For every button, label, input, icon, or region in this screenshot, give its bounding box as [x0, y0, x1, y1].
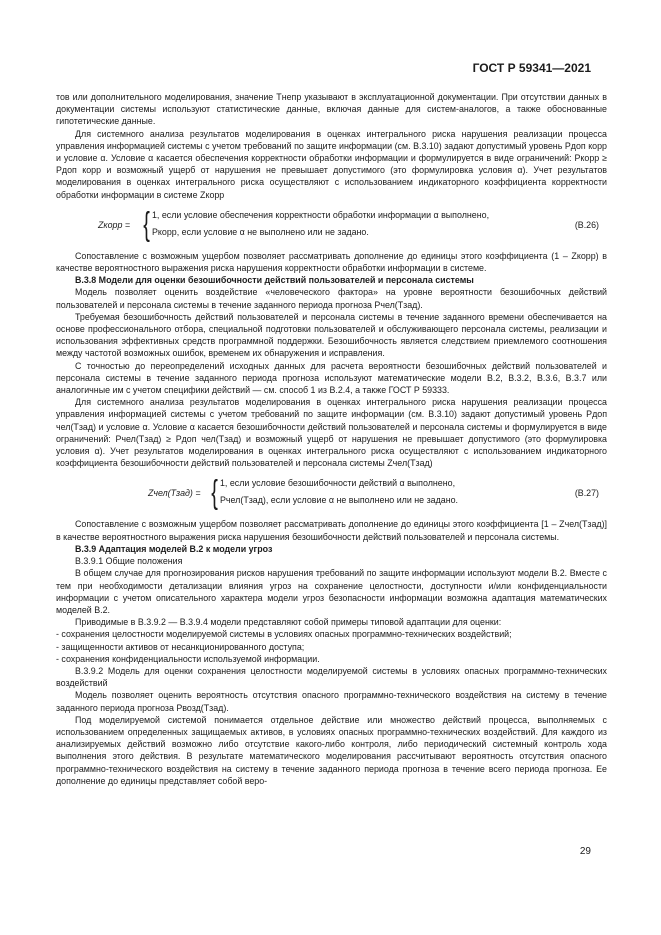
- equation-case: Pкорр, если условие α не выполнено или не задано.: [152, 226, 369, 237]
- paragraph: тов или дополнительного моделирования, значение Tнепр указывают в эксплуатационной документации. При отсутствии данных в документации системы используют статистические данные, включая данные для систем-аналогов, а также обоснованные гипотетические данные.: [56, 92, 607, 127]
- paragraph: Требуемая безошибочность действий пользователей и персонала системы в течение заданного времени обеспечивается на основе профессионального отбора, специальной подготовки пользователей и обслуживающего персонала системы, реализации и использования эффективных средств программной поддержки. Безошибочность является следствием приемлемого соотношения между частотой возможных ошибок, временем их обнаружения и исправления.: [56, 311, 607, 359]
- equation-case: Pчел(Tзад), если условие α не выполнено или не задано.: [220, 495, 458, 506]
- paragraph: С точностью до переопределений исходных данных для расчета вероятности безошибочных действий пользователей и персонала системы в течение заданного периода прогноза используют математические модели В.2, В.3.2, В.3.6, В.3.7 или аналогичные им с учетом специфики действий — см. способ 1 из В.2.4, а также ГОСТ Р 59333.: [56, 360, 607, 396]
- paragraph: Сопоставление с возможным ущербом позволяет рассматривать дополнение до единицы этого коэффициента [1 – Zчел(Tзад)] в качестве вероятностного выражения риска нарушения безошибочности действий пользователей и персонала системы.: [56, 519, 607, 542]
- paragraph: Для системного анализа результатов моделирования в оценках интегрального риска нарушения реализации процесса управления информацией системы с учетом требований по защите информации (см. В.3.10) задают допустимый уровень Pдоп чел(Tзад) и условие α. Условие α касается безошибочности действий пользователей и персонала системы и формулируется в виде ограничений: Pчел(Tзад) ≥ Pдоп чел(Tзад) и возможный ущерб от нарушения не превышает допустимого (это формулировка условия α). Учет результатов моделирования в оценках интегрального риска осуществляют с использованием индикаторного коэффициента безошибочности действий пользователей и персонала системы Zчел(Tзад): [56, 397, 607, 469]
- paragraph: Для системного анализа результатов моделирования в оценках интегрального риска нарушения реализации процесса управления информацией системы с учетом требований по защите информации (см. В.3.10) задают допустимый уровень Pдоп корр и условие α. Условие α касается обеспечения корректности обработки информации и формулируется в виде ограничений: Pкорр ≥ Pдоп корр и возможный ущерб от нарушения не превышает допустимого (это формулировка условия α). Учет результатов моделирования в оценках интегрального риска осуществляют с использованием индикаторного коэффициента корректности обработки информации в системе Zкорр: [56, 128, 607, 200]
- subsection-heading: В.3.9.2 Модель для оценки сохранения целостности моделируемой системы в условиях опасных программно-технических воздействий: [56, 665, 607, 689]
- brace-icon: {: [211, 473, 218, 511]
- equation-lhs: Zкорр =: [98, 219, 131, 230]
- section-heading: В.3.9 Адаптация моделей В.2 к модели угроз: [75, 543, 273, 554]
- list-item: - защищенности активов от несанкционированного доступа;: [56, 641, 305, 652]
- equation-number: (В.26): [574, 219, 599, 230]
- list-item: - сохранения конфиденциальности используемой информации.: [56, 653, 320, 664]
- section-heading: В.3.8 Модели для оценки безошибочности действий пользователей и персонала системы: [75, 275, 474, 286]
- equation-case: 1, если условие обеспечения корректности обработки информации α выполнено,: [152, 209, 490, 220]
- equation-lhs: Zчел(Tзад) =: [148, 488, 201, 499]
- brace-icon: {: [143, 204, 150, 242]
- document-code: ГОСТ Р 59341—2021: [472, 61, 591, 75]
- subsection-heading: В.3.9.1 Общие положения: [75, 556, 183, 567]
- paragraph: Модель позволяет оценить воздействие «человеческого фактора» на уровне вероятности безошибочных действий пользователей и персонала системы в течение заданного периода прогноза Pчел(Tзад).: [56, 287, 607, 310]
- page-body: [56, 91, 607, 787]
- paragraph: Модель позволяет оценить вероятность отсутствия опасного программно-технического воздействия на систему в течение заданного периода прогноза Pвозд(Tзад).: [56, 690, 607, 713]
- equation-number: (В.27): [574, 488, 599, 499]
- equation-b27: [56, 474, 607, 514]
- paragraph: Сопоставление с возможным ущербом позволяет рассматривать дополнение до единицы этого коэффициента (1 – Zкорр) в качестве вероятностного выражения риска нарушения корректности обработки информации в системе.: [56, 250, 607, 274]
- equation-case: 1, если условие безошибочности действий α выполнено,: [220, 478, 456, 489]
- paragraph: В общем случае для прогнозирования рисков нарушения требований по защите информации используют модели В.2. Вместе с тем при необходимости детализации влияния угроз на сохранение целостности, доступности и/или конфиденциальности информации с учетом описательного характера модели угроз безопасности информации возможна адаптация математических моделей В.2.: [56, 568, 607, 615]
- page-number: 29: [579, 846, 591, 857]
- paragraph: Под моделируемой системой понимается отдельное действие или множество действий процесса, выполняемых с использованием определенных защищаемых активов, в условиях опасных программно-технических воздействий. Для каждого из анализируемых действий возможно либо отсутствие какого-либо контроля, либо периодический системный контроль хода выполнения этого действия. В результате математического моделирования рассчитывают вероятность отсутствия опасного программно-технического воздействия на систему в течение заданного периода прогноза в течение всего периода прогноза. Ее дополнение до единицы представляет собой веро-: [56, 714, 607, 786]
- list-item: - сохранения целостности моделируемой системы в условиях опасных программно-технических воздействий;: [56, 629, 512, 640]
- equation-b26: [56, 206, 607, 246]
- paragraph: Приводимые в В.3.9.2 — В.3.9.4 модели представляют собой примеры типовой адаптации для оценки:: [75, 617, 502, 628]
